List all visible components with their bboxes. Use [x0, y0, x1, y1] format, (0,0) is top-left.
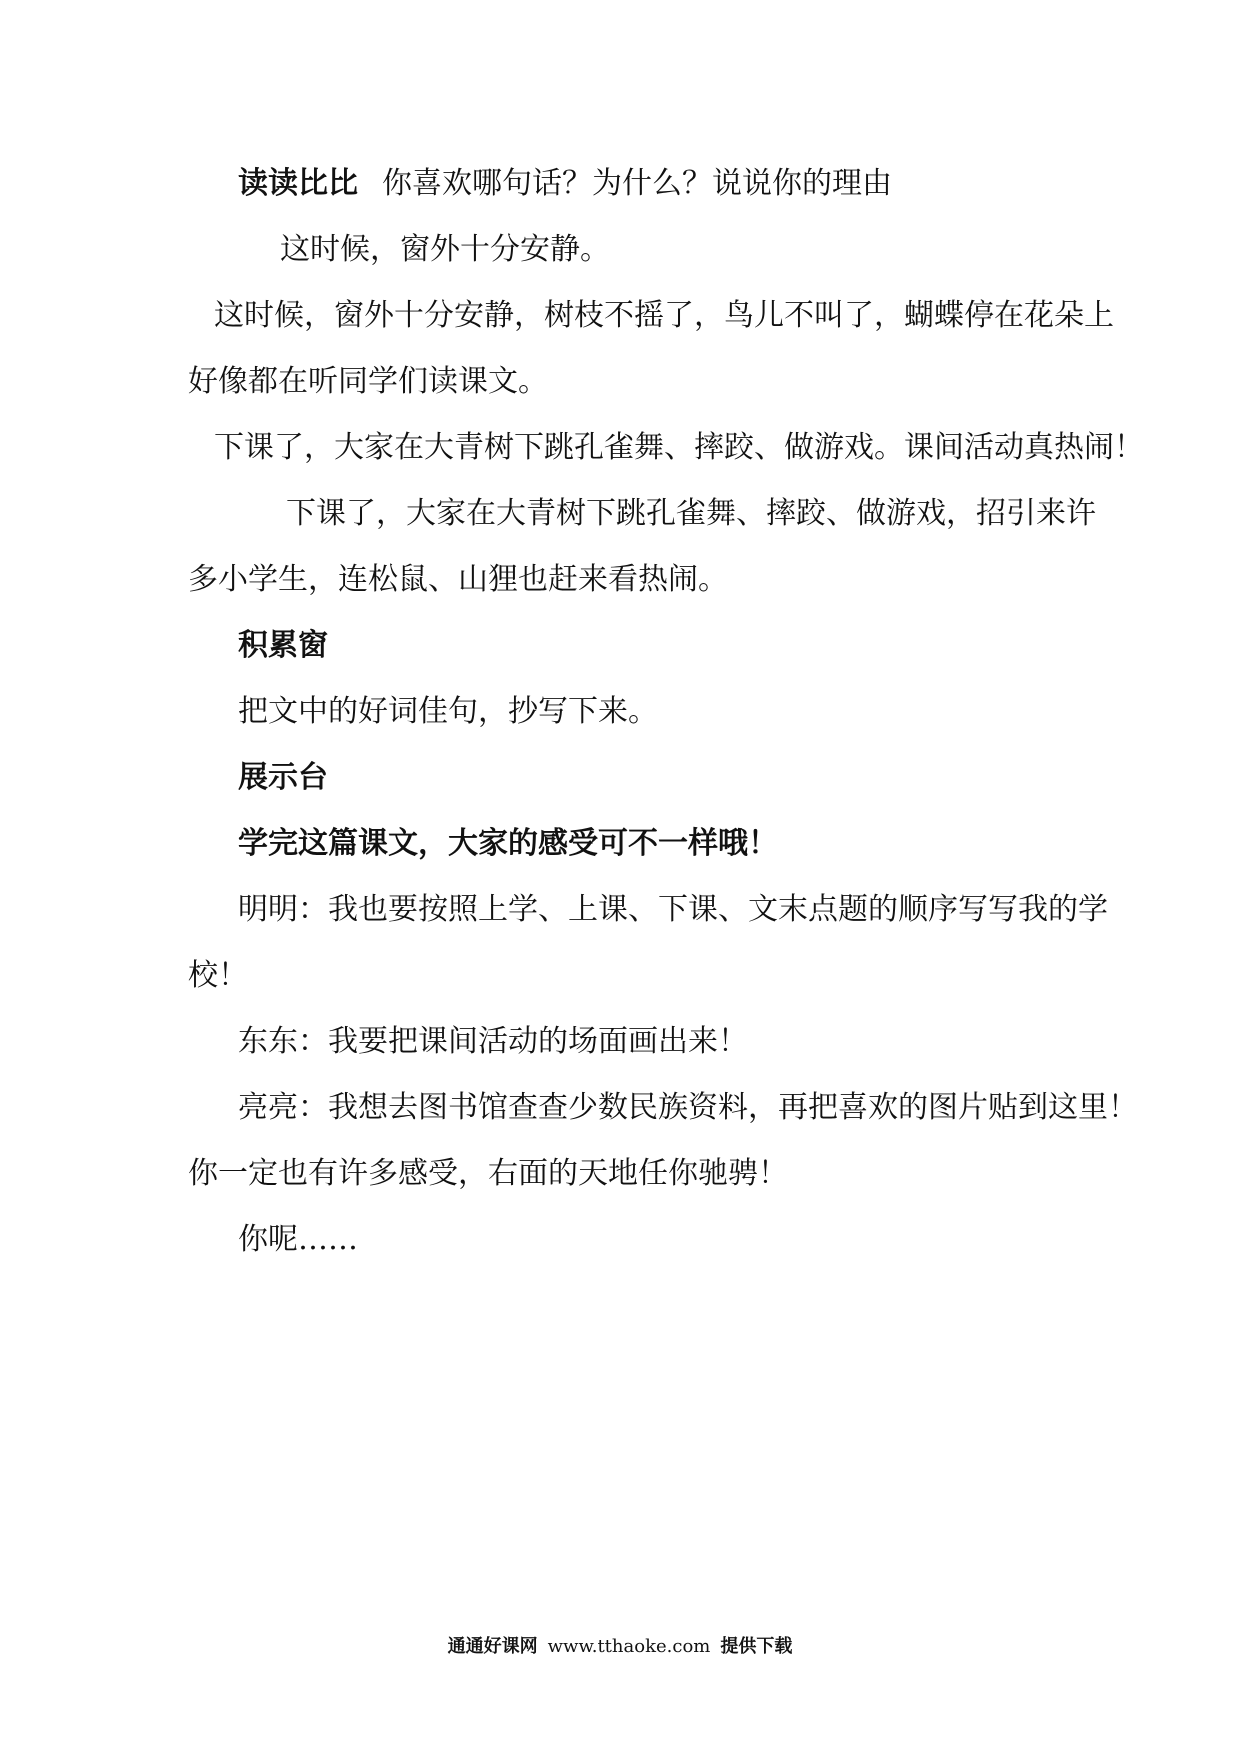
accumulate-instruction: 把文中的好词佳句，抄写下来。	[238, 694, 658, 729]
liangliang-line: 亮亮：我想去图书馆查查少数民族资料，再把喜欢的图片贴到这里！	[238, 1090, 1138, 1125]
footer-site-name: 通通好课网	[447, 1636, 538, 1657]
footer-url[interactable]: www.tthaoke.com	[547, 1636, 711, 1657]
mingming-line-2: 校！	[188, 958, 248, 993]
sentence-1: 这时候，窗外十分安静。	[280, 232, 610, 267]
footer	[0, 1635, 1240, 1659]
showcase-subtitle: 学完这篇课文，大家的感受可不一样哦！	[238, 826, 778, 861]
compare-question: 你喜欢哪句话？为什么？说说你的理由	[382, 166, 892, 201]
sentence-4-line-1: 下课了，大家在大青树下跳孔雀舞、摔跤、做游戏，招引来许	[286, 496, 1096, 531]
compare-heading	[238, 164, 892, 204]
you-line: 你一定也有许多感受，右面的天地任你驰骋！	[188, 1156, 788, 1191]
compare-title: 读读比比	[238, 166, 358, 201]
you-prompt: 你呢……	[238, 1222, 358, 1257]
sentence-4-line-2: 多小学生，连松鼠、山狸也赶来看热闹。	[188, 562, 728, 597]
dongdong-line: 东东：我要把课间活动的场面画出来！	[238, 1024, 748, 1059]
footer-suffix: 提供下载	[720, 1636, 793, 1657]
sentence-2-line-2: 好像都在听同学们读课文。	[188, 364, 548, 399]
sentence-3: 下课了，大家在大青树下跳孔雀舞、摔跤、做游戏。课间活动真热闹！	[214, 430, 1144, 465]
sentence-2-line-1: 这时候，窗外十分安静，树枝不摇了，鸟儿不叫了，蝴蝶停在花朵上	[214, 298, 1114, 333]
showcase-title: 展示台	[238, 760, 328, 795]
mingming-line-1: 明明：我也要按照上学、上课、下课、文末点题的顺序写写我的学	[238, 892, 1108, 927]
accumulate-title: 积累窗	[238, 628, 328, 663]
